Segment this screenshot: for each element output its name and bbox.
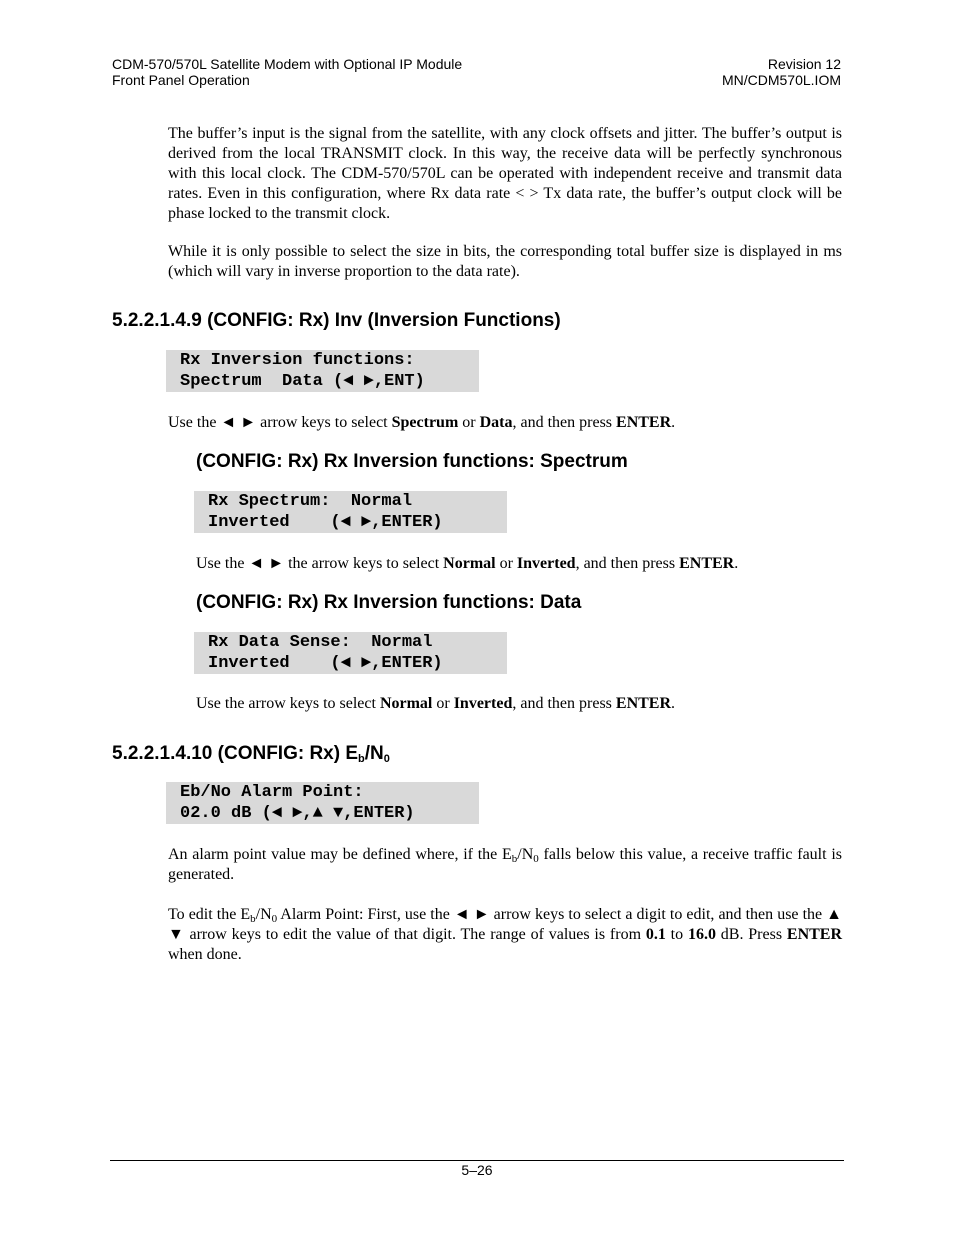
enter-key-label: ENTER — [679, 555, 735, 572]
lcd-line-2: Spectrum Data (◄ ►,ENT) — [180, 372, 425, 391]
subscript: 0 — [533, 853, 539, 865]
instruction-text: Use the ◄ ► arrow keys to select — [168, 414, 392, 431]
lcd-display-data-sense — [194, 632, 507, 674]
page-header-right — [722, 56, 841, 88]
range-min-value: 0.1 — [645, 926, 666, 943]
option-spectrum: Spectrum — [391, 414, 459, 431]
subscript: 0 — [271, 913, 278, 925]
lcd-line-1: Rx Spectrum: Normal — [208, 492, 413, 511]
enter-key-label: ENTER — [616, 414, 672, 431]
option-normal: Normal — [443, 555, 496, 572]
option-data: Data — [479, 414, 513, 431]
section-heading-inversion: 5.2.2.1.4.9 (CONFIG: Rx) Inv (Inversion Functions) — [112, 310, 561, 331]
data-sense-instructions — [196, 694, 842, 714]
heading-text: /N — [364, 743, 384, 764]
page-header-left — [112, 56, 462, 88]
instruction-text: . — [734, 555, 739, 572]
subsection-heading-spectrum: (CONFIG: Rx) Rx Inversion functions: Spectrum — [196, 451, 628, 472]
paragraph-text: dB. Press — [715, 926, 787, 943]
paragraph-text: An alarm point value may be defined where, if the E — [168, 846, 512, 863]
subscript: b — [511, 853, 518, 865]
instruction-text: . — [671, 414, 676, 431]
paragraph-text: /N — [517, 846, 534, 863]
ebno-edit-instructions — [168, 905, 842, 965]
instruction-text: or — [458, 414, 480, 431]
inversion-instructions — [168, 413, 842, 433]
header-doc-number: MN/CDM570L.IOM — [721, 72, 841, 88]
instruction-text: or — [432, 695, 454, 712]
section-heading-ebno — [112, 743, 390, 765]
lcd-display-ebno-alarm — [166, 782, 479, 824]
heading-text: 5.2.2.1.4.10 (CONFIG: Rx) E — [112, 743, 359, 764]
lcd-line-2: Inverted (◄ ►,ENTER) — [208, 513, 443, 532]
lcd-line-2: Inverted (◄ ►,ENTER) — [208, 654, 443, 673]
header-document-title: CDM-570/570L Satellite Modem with Optional IP Module — [112, 56, 463, 72]
header-revision: Revision 12 — [767, 56, 841, 72]
lcd-line-1: Rx Data Sense: Normal — [208, 633, 433, 652]
instruction-text: Use the arrow keys to select — [196, 695, 380, 712]
buffer-description-paragraph: The buffer’s input is the signal from the satellite, with any clock offsets and jitter. The buffer’s output is derived from the local TRANSMIT clock. In this way, the receive data will be perfectly synchronous with this local clock. The CDM-570/570L can be operated with independent receive and transmit data rates. Even in this configuration, where Rx data rate < > Tx data rate, the buffer’s output clock will be phase locked to the transmit clock. — [168, 125, 842, 222]
instruction-text: or — [495, 555, 517, 572]
footer-divider — [110, 1160, 844, 1161]
paragraph-text: Alarm Point: First, use the ◄ ► arrow keys to select a digit to edit, and then use the ▲ ▼ arrow keys to edit the value of that digit. The range of values is from — [168, 906, 843, 943]
enter-key-label: ENTER — [615, 695, 672, 712]
paragraph-text: /N — [255, 906, 272, 923]
ebno-alarm-description — [168, 845, 842, 885]
lcd-line-2: 02.0 dB (◄ ►,▲ ▼,ENTER) — [180, 804, 415, 823]
page-number: 5–26 — [461, 1162, 493, 1178]
spectrum-instructions — [196, 554, 842, 574]
heading-subscript: 0 — [383, 753, 390, 765]
instruction-text: , and then press — [512, 414, 617, 431]
paragraph-text: to — [665, 926, 688, 943]
lcd-line-1: Eb/No Alarm Point: — [180, 783, 364, 802]
instruction-text: . — [671, 695, 676, 712]
header-chapter-title: Front Panel Operation — [112, 72, 250, 88]
enter-key-label: ENTER — [786, 926, 843, 943]
subsection-heading-data: (CONFIG: Rx) Rx Inversion functions: Data — [196, 592, 582, 613]
instruction-text: Use the ◄ ► the arrow keys to select — [196, 555, 444, 572]
range-max-value: 16.0 — [687, 926, 716, 943]
option-normal: Normal — [379, 695, 433, 712]
option-inverted: Inverted — [516, 555, 576, 572]
paragraph-text: when done. — [168, 946, 242, 963]
lcd-line-1: Rx Inversion functions: — [180, 351, 415, 370]
paragraph-text: To edit the E — [168, 906, 251, 923]
lcd-display-inversion — [166, 350, 479, 392]
option-inverted: Inverted — [453, 695, 513, 712]
lcd-display-spectrum — [194, 491, 507, 533]
heading-subscript: b — [358, 753, 365, 765]
instruction-text: , and then press — [512, 695, 616, 712]
subscript: b — [250, 913, 256, 925]
instruction-text: , and then press — [575, 555, 680, 572]
paragraph-text: falls below this value, a receive traffic fault is generated. — [168, 846, 842, 883]
buffer-size-paragraph: While it is only possible to select the size in bits, the corresponding total buffer size is displayed in ms (which will vary in inverse proportion to the data rate). — [168, 243, 842, 280]
